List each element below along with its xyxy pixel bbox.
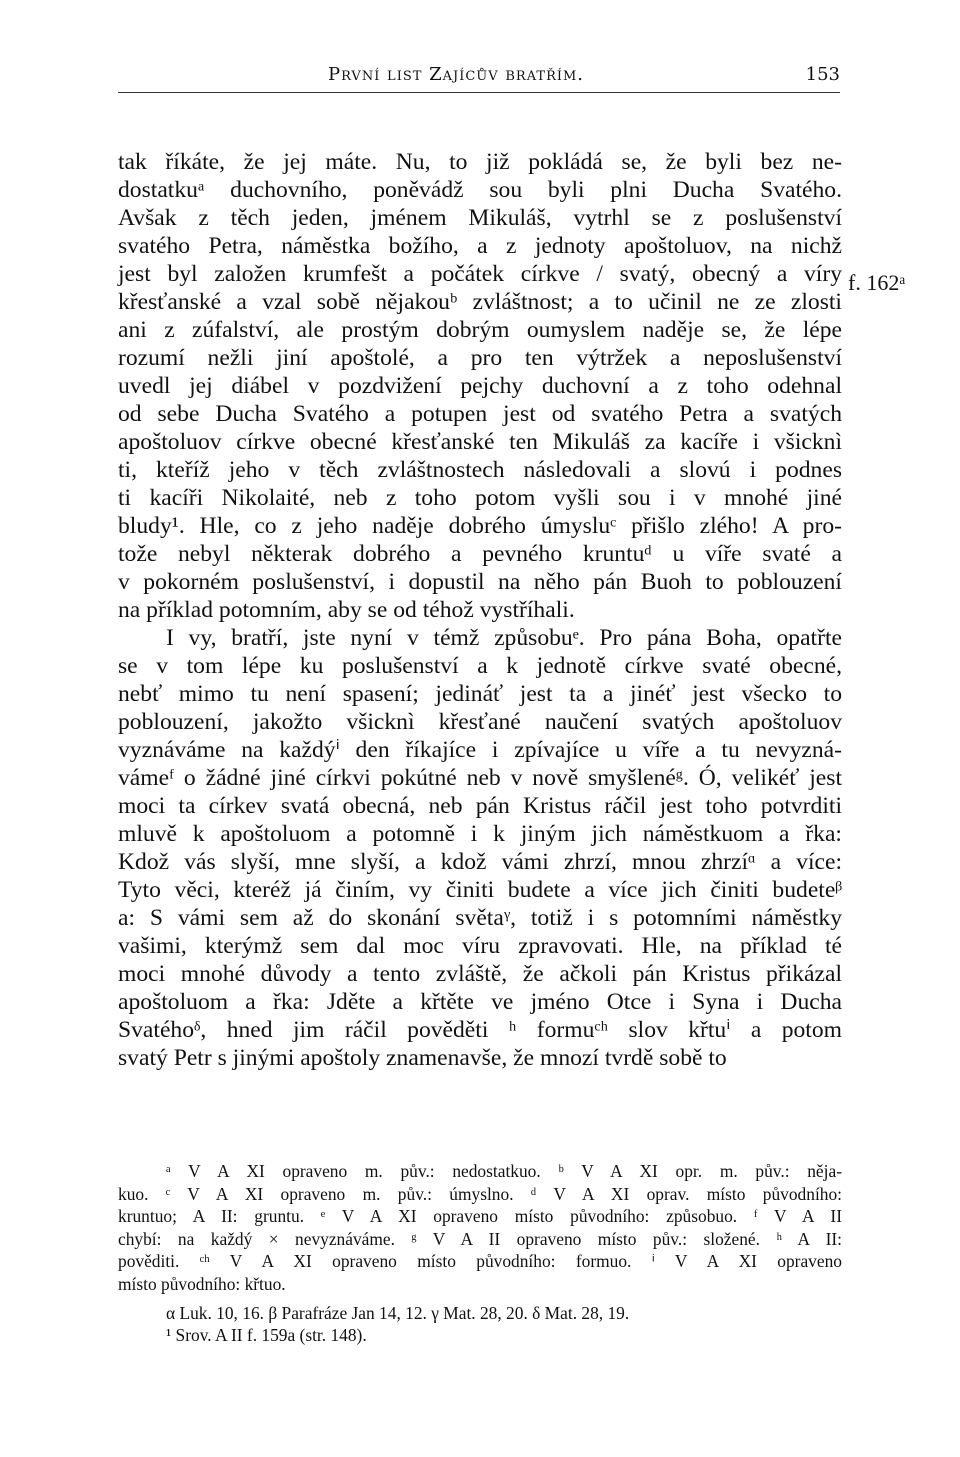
footnote-line: místo původního: křtuo.: [118, 1273, 286, 1294]
text-line: svatého Petra, náměstka božího, a z jednoty apoštoluov, na nichž: [118, 233, 842, 259]
reference-list: [118, 1302, 842, 1347]
text-line: tože nebyl některak dobrého a pevného kruntuᵈ u víře svaté a: [118, 541, 842, 567]
footnote-list: [118, 1160, 842, 1296]
text-line: se v tom lépe ku poslušenství a k jednotě církve svaté obecné,: [118, 653, 842, 679]
footnotes: [118, 1160, 842, 1347]
text-line: uvedl jej diábel v pozdvižení pejchy duchovní a z toho odehnal: [118, 373, 842, 399]
text-line: poblouzení, jakožto všicknì křesťané naučení svatých apoštoluov: [118, 709, 842, 735]
text-line: moci mnohé důvody a tento zvláště, že ačkoli pán Kristus přikázal: [118, 961, 842, 987]
text-line: ti, kteříž jeho v těch zvláštnostech následovali a slovú i podnes: [118, 457, 842, 483]
text-line: dostatkuᵃ duchovního, poněvádž sou byli plni Ducha Svatého.: [118, 177, 842, 203]
running-title: První list Zajícův bratřím.: [328, 64, 585, 85]
text-line: Kdož vás slyší, mne slyší, a kdož vámi zhrzí, mnou zhrzíᵅ a více:: [118, 849, 842, 875]
text-line: ti kacíři Nikolaité, neb z toho potom vyšli sou i v mnohé jiné: [118, 485, 842, 511]
text-line: od sebe Ducha Svatého a potupen jest od svatého Petra a svatých: [118, 401, 842, 427]
text-line: Svatéhoᵟ, hned jim ráčil pověděti ʰ formuᶜʰ slov křtuⁱ a potom: [118, 1017, 842, 1043]
text-line: nebť mimo tu není spasení; jedináť jest ta a jinéť jest všecko to: [118, 681, 842, 707]
text-line: vyznáváme na každýⁱ den říkajíce i zpívajíce u víře a tu nevyzná-: [118, 737, 842, 763]
footnote-line: ᵃ V A XI opraveno m. pův.: nedostatkuo. ᵇ V A XI opr. m. pův.: něja-: [166, 1161, 842, 1181]
text-line: Tyto věci, kteréž já činím, vy činiti budete a více jich činiti budeteᵝ: [118, 877, 842, 903]
text-line: bludy¹. Hle, co z jeho naděje dobrého úmysluᶜ přišlo zlého! A pro-: [118, 513, 842, 539]
text-line: moci ta církev svatá obecná, neb pán Kristus ráčil jest toho potvrditi: [118, 793, 842, 819]
text-line: apoštoluom a řka: Jděte a křtěte ve jméno Otce i Syna i Ducha: [118, 989, 842, 1015]
running-head: [118, 64, 840, 100]
text-line: Avšak z těch jeden, jménem Mikuláš, vytrhl se z poslušenství: [118, 205, 842, 231]
body-text: [118, 148, 842, 1072]
reference-line: ¹ Srov. A II f. 159a (str. 148).: [166, 1325, 367, 1346]
text-line: I vy, bratří, jste nyní v témž způsobuᵉ. Pro pána Boha, opatřte: [166, 625, 842, 651]
text-line: ani z zúfalství, ale prostým dobrým oumyslem naděje se, že lépe: [118, 317, 842, 343]
text-line: jest byl založen krumfešt a počátek církve / svatý, obecný a víry: [118, 261, 842, 287]
text-line: apoštoluov církve obecné křesťanské ten Mikuláš za kacíře i všicknì: [118, 429, 842, 455]
reference-line: α Luk. 10, 16. β Parafráze Jan 14, 12. γ Mat. 28, 20. δ Mat. 28, 19.: [166, 1302, 630, 1323]
text-line: na příklad potomním, aby se od téhož vystříhali.: [118, 597, 575, 623]
footnote-line: pověditi. ᶜʰ V A XI opraveno místo původního: formuo. ⁱ V A XI opraveno: [118, 1251, 842, 1272]
text-line: svatý Petr s jinými apoštoly znamenavše, že mnozí tvrdě sobě to: [118, 1045, 727, 1071]
text-line: vámeᶠ o žádné jiné církvi pokútné neb v nově smyšlenéᵍ. Ó, velikéť jest: [118, 765, 842, 791]
text-line: rozumí nežli jiní apoštolé, a pro ten výtržek a neposlušenství: [118, 345, 842, 371]
text-line: křesťanské a vzal sobě nějakouᵇ zvláštnost; a to učinil ne ze zlosti: [118, 289, 842, 315]
header-rule: [118, 92, 840, 93]
text-line: vašimi, kterýmž sem dal moc víru zpravovati. Hle, na příklad té: [118, 933, 842, 959]
text-line: tak říkáte, že jej máte. Nu, to již pokládá se, že byli bez ne-: [118, 149, 842, 175]
text-line: v pokorném poslušenství, i dopustil na něho pán Buoh to poblouzení: [118, 569, 842, 595]
margin-folio-note: f. 162ᵃ: [848, 270, 906, 295]
footnote-line: kruntuo; A II: gruntu. ᵉ V A XI opraveno místo původního: způsobuo. ᶠ V A II: [118, 1206, 842, 1227]
text-line: mluvě k apoštoluom a potomně i k jiným jich náměstkuom a řka:: [118, 821, 842, 847]
footnote-line: kuo. ᶜ V A XI opraveno m. pův.: úmyslno. ᵈ V A XI oprav. místo původního:: [118, 1183, 842, 1204]
text-line: a: S vámi sem až do skonání světaᵞ, totiž i s potomními náměstky: [118, 905, 842, 931]
footnote-line: chybí: na každý × nevyznáváme. ᵍ V A II opraveno místo pův.: složené. ʰ A II:: [118, 1228, 842, 1249]
page-number: 153: [805, 64, 840, 85]
